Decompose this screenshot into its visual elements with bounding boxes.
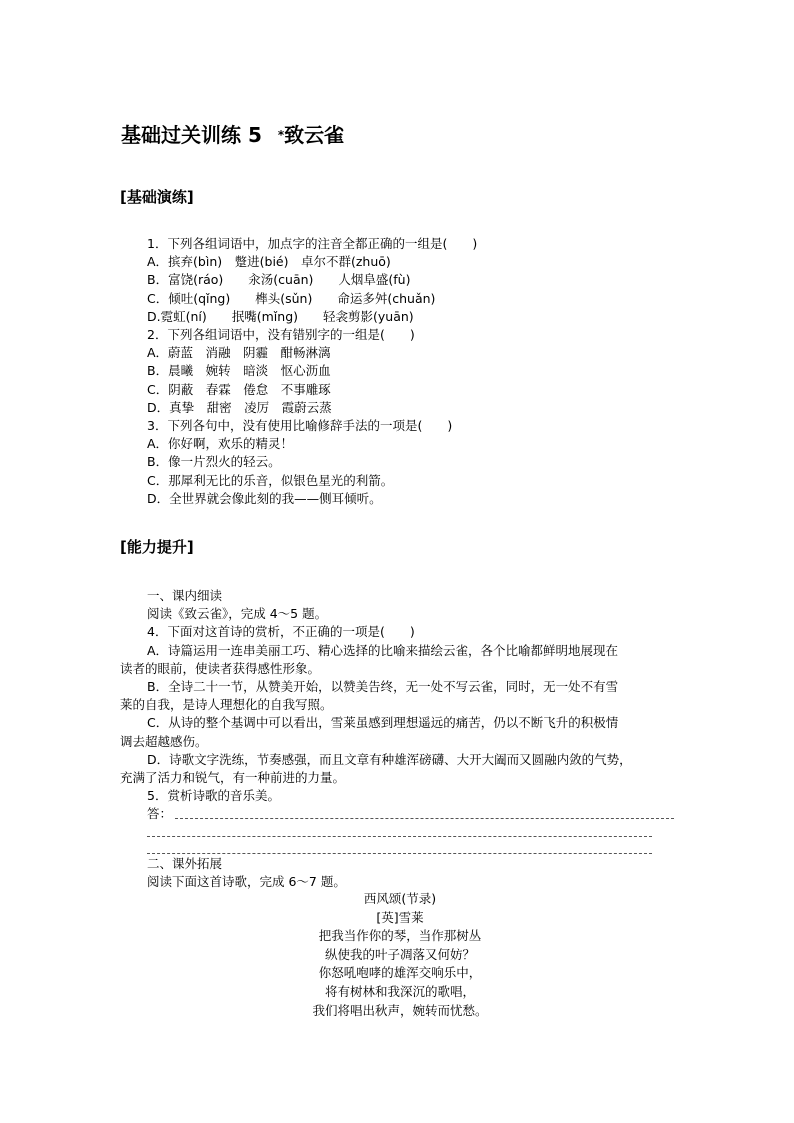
question-line: 1．下列各组词语中，加点字的注音全都正确的一组是( ) <box>147 236 478 251</box>
option-line-continued: 调去超越感伤。 <box>120 733 208 749</box>
option-line: C．从诗的整个基调中可以看出，雪莱虽感到理想遥远的痛苦，仍以不断飞升的积极情 <box>147 715 619 731</box>
answer-line[interactable] <box>147 853 652 854</box>
option-line: C．那犀利无比的乐音，似银色星光的利箭。 <box>147 472 394 488</box>
option-line: D．全世界就会像此刻的我——侧耳倾听。 <box>147 490 382 506</box>
poem-line: 你怒吼咆哮的雄浑交响乐中， <box>318 965 482 981</box>
option-line: C．阴蔽 春霖 倦怠 不事雕琢 <box>147 381 331 397</box>
poem-author: [英]雪莱 <box>376 909 424 925</box>
option-line: B．富饶(ráo) 汆汤(cuān) 人烟阜盛(fù) <box>147 272 411 288</box>
subsection-heading: 二、课外拓展 <box>147 856 223 871</box>
question-line: 2．下列各组词语中，没有错别字的一组是( ) <box>147 327 415 343</box>
poem-line: 纵使我的叶子凋落又何妨？ <box>324 946 475 962</box>
instruction-line: 阅读下面这首诗歌，完成 6～7 题。 <box>147 874 346 890</box>
option-line-continued: 读者的眼前，使读者获得感性形象。 <box>120 660 321 676</box>
answer-label: 答： <box>147 806 173 822</box>
extension-section <box>147 855 677 891</box>
poem-line: 把我当作你的琴，当作那树丛 <box>318 928 482 944</box>
title-main: 基础过关训练 5 <box>121 123 262 147</box>
option-line: D．真挚 甜密 凌厉 霞蔚云蒸 <box>147 399 332 415</box>
option-line: A．你好啊，欢乐的精灵！ <box>147 436 294 452</box>
option-line: C．倾吐(qǐng) 榫头(sǔn) 命运多舛(chuǎn) <box>147 290 436 306</box>
option-line: D.霓虹(ní) 抿嘴(mǐng) 轻衾剪影(yuān) <box>147 308 414 324</box>
poem-line: 将有树林和我深沉的歌唱， <box>324 983 475 999</box>
page-title <box>121 122 344 148</box>
basic-questions <box>147 235 677 508</box>
question-line: 5．赏析诗歌的音乐美。 <box>147 788 280 804</box>
option-line: A．蔚蓝 消融 阴霾 酣畅淋漓 <box>147 345 331 361</box>
section-heading-ability: [能力提升] <box>120 538 194 556</box>
answer-line[interactable] <box>147 836 652 837</box>
option-line-continued: 充满了活力和锐气，有一种前进的力量。 <box>120 770 346 786</box>
option-line: D．诗歌文字洗练，节奏感强，而且文章有种雄浑磅礴、大开大阖而又圆融内敛的气势， <box>147 751 632 767</box>
poem-title: 西风颂(节录) <box>363 891 437 906</box>
option-line: B．晨曦 婉转 暗淡 怄心沥血 <box>147 363 331 379</box>
subsection-heading: 一、课内细读 <box>147 588 223 603</box>
poem-line: 我们将唱出秋声，婉转而忧愁。 <box>312 1002 488 1018</box>
section-heading-basic: [基础演练] <box>120 188 194 206</box>
option-line-continued: 莱的自我，是诗人理想化的自我写照。 <box>120 697 333 713</box>
question-line: 3．下列各句中，没有使用比喻修辞手法的一项是( ) <box>147 418 453 434</box>
option-line: B．全诗二十一节，从赞美开始，以赞美告终，无一处不写云雀，同时，无一处不有雪 <box>147 679 619 695</box>
ability-questions <box>120 587 677 824</box>
option-line: A．诗篇运用一连串美丽工巧、精心选择的比喻来描绘云雀，各个比喻都鲜明地展现在 <box>147 642 619 658</box>
poem <box>250 890 550 1020</box>
option-line: A．摈弃(bìn) 蹩进(bié) 卓尔不群(zhuō) <box>147 254 391 270</box>
title-marker: * <box>277 128 285 142</box>
option-line: B．像一片烈火的轻云。 <box>147 454 281 470</box>
instruction-line: 阅读《致云雀》，完成 4～5 题。 <box>147 606 328 622</box>
title-subject: 致云雀 <box>284 123 345 147</box>
question-line: 4．下面对这首诗的赏析，不正确的一项是( ) <box>147 624 415 640</box>
answer-line[interactable] <box>175 818 674 819</box>
